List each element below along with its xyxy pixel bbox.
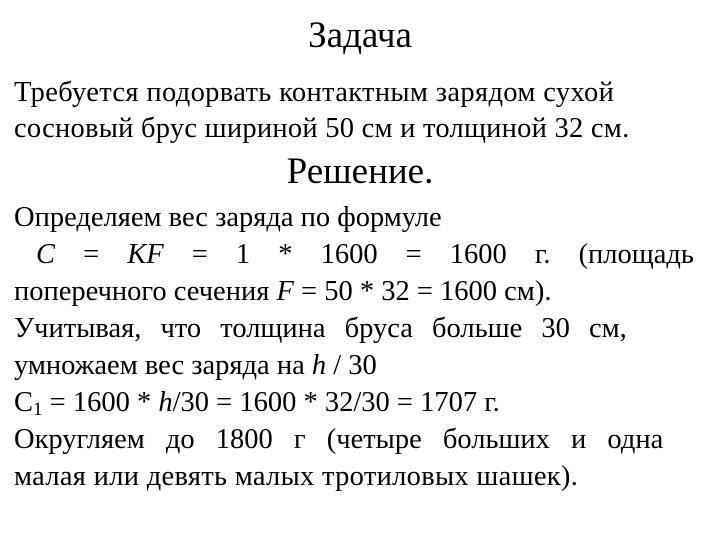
- solution-line-8: [14, 459, 694, 495]
- slide-title: Задача: [308, 15, 412, 56]
- c1-h: h: [158, 387, 173, 418]
- c1-C: C: [14, 387, 34, 418]
- solution-text-3-post: = 50 * 32 = 1600 см).: [293, 276, 552, 307]
- formula-area-word: (площадь: [578, 239, 694, 270]
- formula-KF: KF: [127, 239, 164, 270]
- c1-subscript: 1: [33, 399, 43, 420]
- formula-eq1: =: [83, 239, 100, 270]
- problem-text-1: Требуется подорвать контактным зарядом сухой: [14, 77, 615, 108]
- formula-eq2: =: [191, 239, 208, 270]
- c1-pre: = 1600 *: [42, 387, 159, 418]
- solution-text-5-h: h: [311, 350, 327, 381]
- solution-line-3: [14, 274, 694, 310]
- problem-line-2: [14, 111, 694, 147]
- formula-eq3: =: [405, 239, 422, 270]
- formula-unit: г.: [534, 239, 551, 270]
- solution-text-3-pre: поперечного сечения: [14, 276, 277, 307]
- formula-1600a: 1600: [320, 239, 378, 270]
- formula-C: C: [36, 239, 56, 270]
- solution-line-1: [14, 200, 694, 236]
- solution-text-5-pre: умножаем вес заряда на: [14, 350, 312, 381]
- solution-line-6: [14, 385, 694, 421]
- solution-text-3-F: F: [276, 276, 294, 307]
- solution-line-5: [14, 348, 694, 384]
- solution-line-4: [14, 311, 694, 347]
- solution-text-1: Определяем вес заряда по формуле: [14, 202, 442, 233]
- formula-1600b: 1600: [449, 239, 507, 270]
- solution-line-7: [14, 422, 694, 458]
- solution-heading: Решение.: [286, 151, 434, 192]
- solution-text-4: Учитывая, что толщина бруса больше 30 см,: [14, 313, 627, 344]
- c1-post: /30 = 1600 * 32/30 = 1707 г.: [172, 387, 500, 418]
- problem-line-1: [14, 75, 694, 111]
- problem-text-2: сосновый брус шириной 50 см и толщиной 32 см.: [14, 113, 630, 144]
- solution-text-8: малая или девять малых тротиловых шашек).: [14, 461, 579, 492]
- formula-line: [36, 237, 694, 273]
- formula-mul: *: [278, 239, 293, 270]
- solution-text-7: Округляем до 1800 г (четыре больших и одна: [14, 424, 664, 455]
- solution-text-5-post: / 30: [326, 350, 377, 381]
- formula-one: 1: [235, 239, 251, 270]
